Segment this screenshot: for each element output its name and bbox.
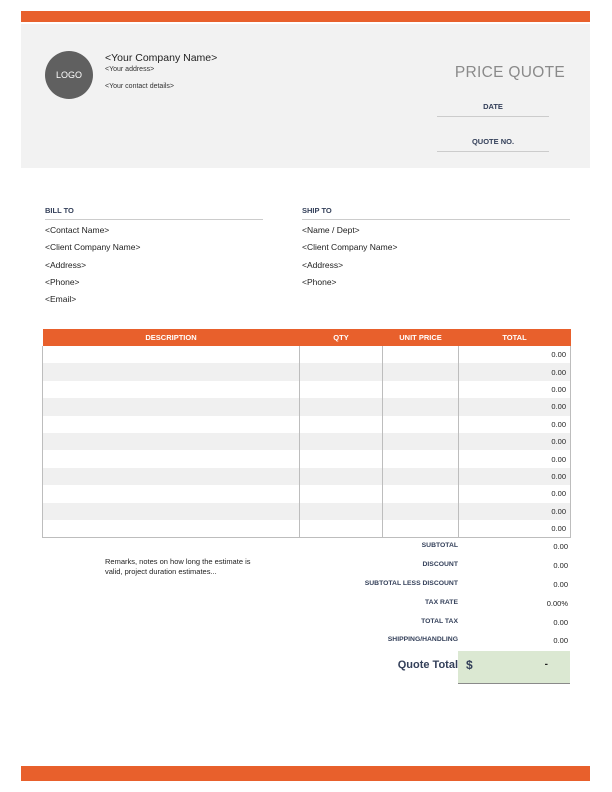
description-cell[interactable] bbox=[43, 416, 300, 433]
qty-cell[interactable] bbox=[300, 433, 383, 450]
unit-price-cell[interactable] bbox=[383, 485, 459, 502]
bill-to-company-name: <Client Company Name> bbox=[45, 242, 141, 252]
description-cell[interactable] bbox=[43, 450, 300, 467]
tax-rate-value[interactable]: 0.00% bbox=[546, 599, 568, 608]
discount-value[interactable]: 0.00 bbox=[553, 561, 568, 570]
subtotal-less-discount-label: SUBTOTAL LESS DISCOUNT bbox=[364, 580, 458, 587]
table-row bbox=[43, 450, 571, 467]
column-header-qty: QTY bbox=[300, 329, 383, 346]
bill-to-label: BILL TO bbox=[45, 206, 263, 220]
bill-to-address: <Address> bbox=[45, 260, 87, 270]
unit-price-cell[interactable] bbox=[383, 363, 459, 380]
total-cell: 0.00 bbox=[459, 468, 571, 485]
description-cell[interactable] bbox=[43, 381, 300, 398]
table-header-row bbox=[43, 329, 571, 346]
total-cell: 0.00 bbox=[459, 450, 571, 467]
total-cell: 0.00 bbox=[459, 398, 571, 415]
qty-cell[interactable] bbox=[300, 398, 383, 415]
table-row bbox=[43, 485, 571, 502]
quote-number-label: QUOTE NO. bbox=[437, 137, 549, 152]
logo-placeholder: LOGO bbox=[45, 51, 93, 99]
total-cell: 0.00 bbox=[459, 520, 571, 538]
ship-to-company-name: <Client Company Name> bbox=[302, 242, 398, 252]
ship-to-phone: <Phone> bbox=[302, 277, 337, 287]
table-row bbox=[43, 398, 571, 415]
total-cell: 0.00 bbox=[459, 381, 571, 398]
description-cell[interactable] bbox=[43, 503, 300, 520]
table-row bbox=[43, 520, 571, 538]
column-header-description: DESCRIPTION bbox=[43, 329, 300, 346]
bottom-accent-bar bbox=[21, 766, 590, 781]
unit-price-cell[interactable] bbox=[383, 346, 459, 363]
table-row bbox=[43, 346, 571, 363]
description-cell[interactable] bbox=[43, 346, 300, 363]
unit-price-cell[interactable] bbox=[383, 381, 459, 398]
unit-price-cell[interactable] bbox=[383, 433, 459, 450]
description-cell[interactable] bbox=[43, 520, 300, 538]
table-row bbox=[43, 468, 571, 485]
description-cell[interactable] bbox=[43, 363, 300, 380]
date-label: DATE bbox=[437, 102, 549, 117]
qty-cell[interactable] bbox=[300, 346, 383, 363]
qty-cell[interactable] bbox=[300, 363, 383, 380]
qty-cell[interactable] bbox=[300, 450, 383, 467]
subtotal-less-discount-value: 0.00 bbox=[553, 580, 568, 589]
ship-to-label: SHIP TO bbox=[302, 206, 570, 220]
bill-to-contact-name: <Contact Name> bbox=[45, 225, 110, 235]
column-header-total: TOTAL bbox=[459, 329, 571, 346]
bill-to-phone: <Phone> bbox=[45, 277, 80, 287]
remarks-text: Remarks, notes on how long the estimate is valid, project duration estimates... bbox=[105, 557, 251, 576]
total-tax-label: TOTAL TAX bbox=[421, 618, 458, 625]
total-cell: 0.00 bbox=[459, 503, 571, 520]
total-cell: 0.00 bbox=[459, 485, 571, 502]
quote-total-value: - bbox=[544, 659, 548, 670]
ship-to-name-dept: <Name / Dept> bbox=[302, 225, 360, 235]
qty-cell[interactable] bbox=[300, 468, 383, 485]
qty-cell[interactable] bbox=[300, 381, 383, 398]
quote-total-box bbox=[458, 651, 570, 684]
table-row bbox=[43, 363, 571, 380]
unit-price-cell[interactable] bbox=[383, 398, 459, 415]
shipping-handling-label: SHIPPING/HANDLING bbox=[387, 636, 458, 643]
unit-price-cell[interactable] bbox=[383, 468, 459, 485]
unit-price-cell[interactable] bbox=[383, 503, 459, 520]
description-cell[interactable] bbox=[43, 433, 300, 450]
shipping-handling-value[interactable]: 0.00 bbox=[553, 636, 568, 645]
description-cell[interactable] bbox=[43, 485, 300, 502]
total-cell: 0.00 bbox=[459, 346, 571, 363]
line-items-table bbox=[42, 329, 571, 538]
bill-to-email: <Email> bbox=[45, 294, 77, 304]
quote-total-label: Quote Total bbox=[397, 659, 458, 671]
description-cell[interactable] bbox=[43, 468, 300, 485]
unit-price-cell[interactable] bbox=[383, 416, 459, 433]
discount-label: DISCOUNT bbox=[422, 561, 458, 568]
total-cell: 0.00 bbox=[459, 416, 571, 433]
column-header-unit-price: UNIT PRICE bbox=[383, 329, 459, 346]
company-address: <Your address> bbox=[105, 66, 155, 73]
qty-cell[interactable] bbox=[300, 416, 383, 433]
total-cell: 0.00 bbox=[459, 433, 571, 450]
qty-cell[interactable] bbox=[300, 520, 383, 538]
description-cell[interactable] bbox=[43, 398, 300, 415]
top-accent-bar bbox=[21, 11, 590, 22]
subtotal-value: 0.00 bbox=[553, 542, 568, 551]
company-name: <Your Company Name> bbox=[105, 52, 218, 64]
table-row bbox=[43, 416, 571, 433]
qty-cell[interactable] bbox=[300, 485, 383, 502]
tax-rate-label: TAX RATE bbox=[425, 599, 458, 606]
total-tax-value: 0.00 bbox=[553, 618, 568, 627]
unit-price-cell[interactable] bbox=[383, 520, 459, 538]
subtotal-label: SUBTOTAL bbox=[421, 542, 458, 549]
company-contact-details: <Your contact details> bbox=[105, 83, 175, 90]
table-row bbox=[43, 381, 571, 398]
table-row bbox=[43, 433, 571, 450]
total-cell: 0.00 bbox=[459, 363, 571, 380]
table-row bbox=[43, 503, 571, 520]
unit-price-cell[interactable] bbox=[383, 450, 459, 467]
document-title: PRICE QUOTE bbox=[454, 64, 565, 81]
currency-symbol: $ bbox=[466, 658, 473, 672]
qty-cell[interactable] bbox=[300, 503, 383, 520]
ship-to-address: <Address> bbox=[302, 260, 344, 270]
